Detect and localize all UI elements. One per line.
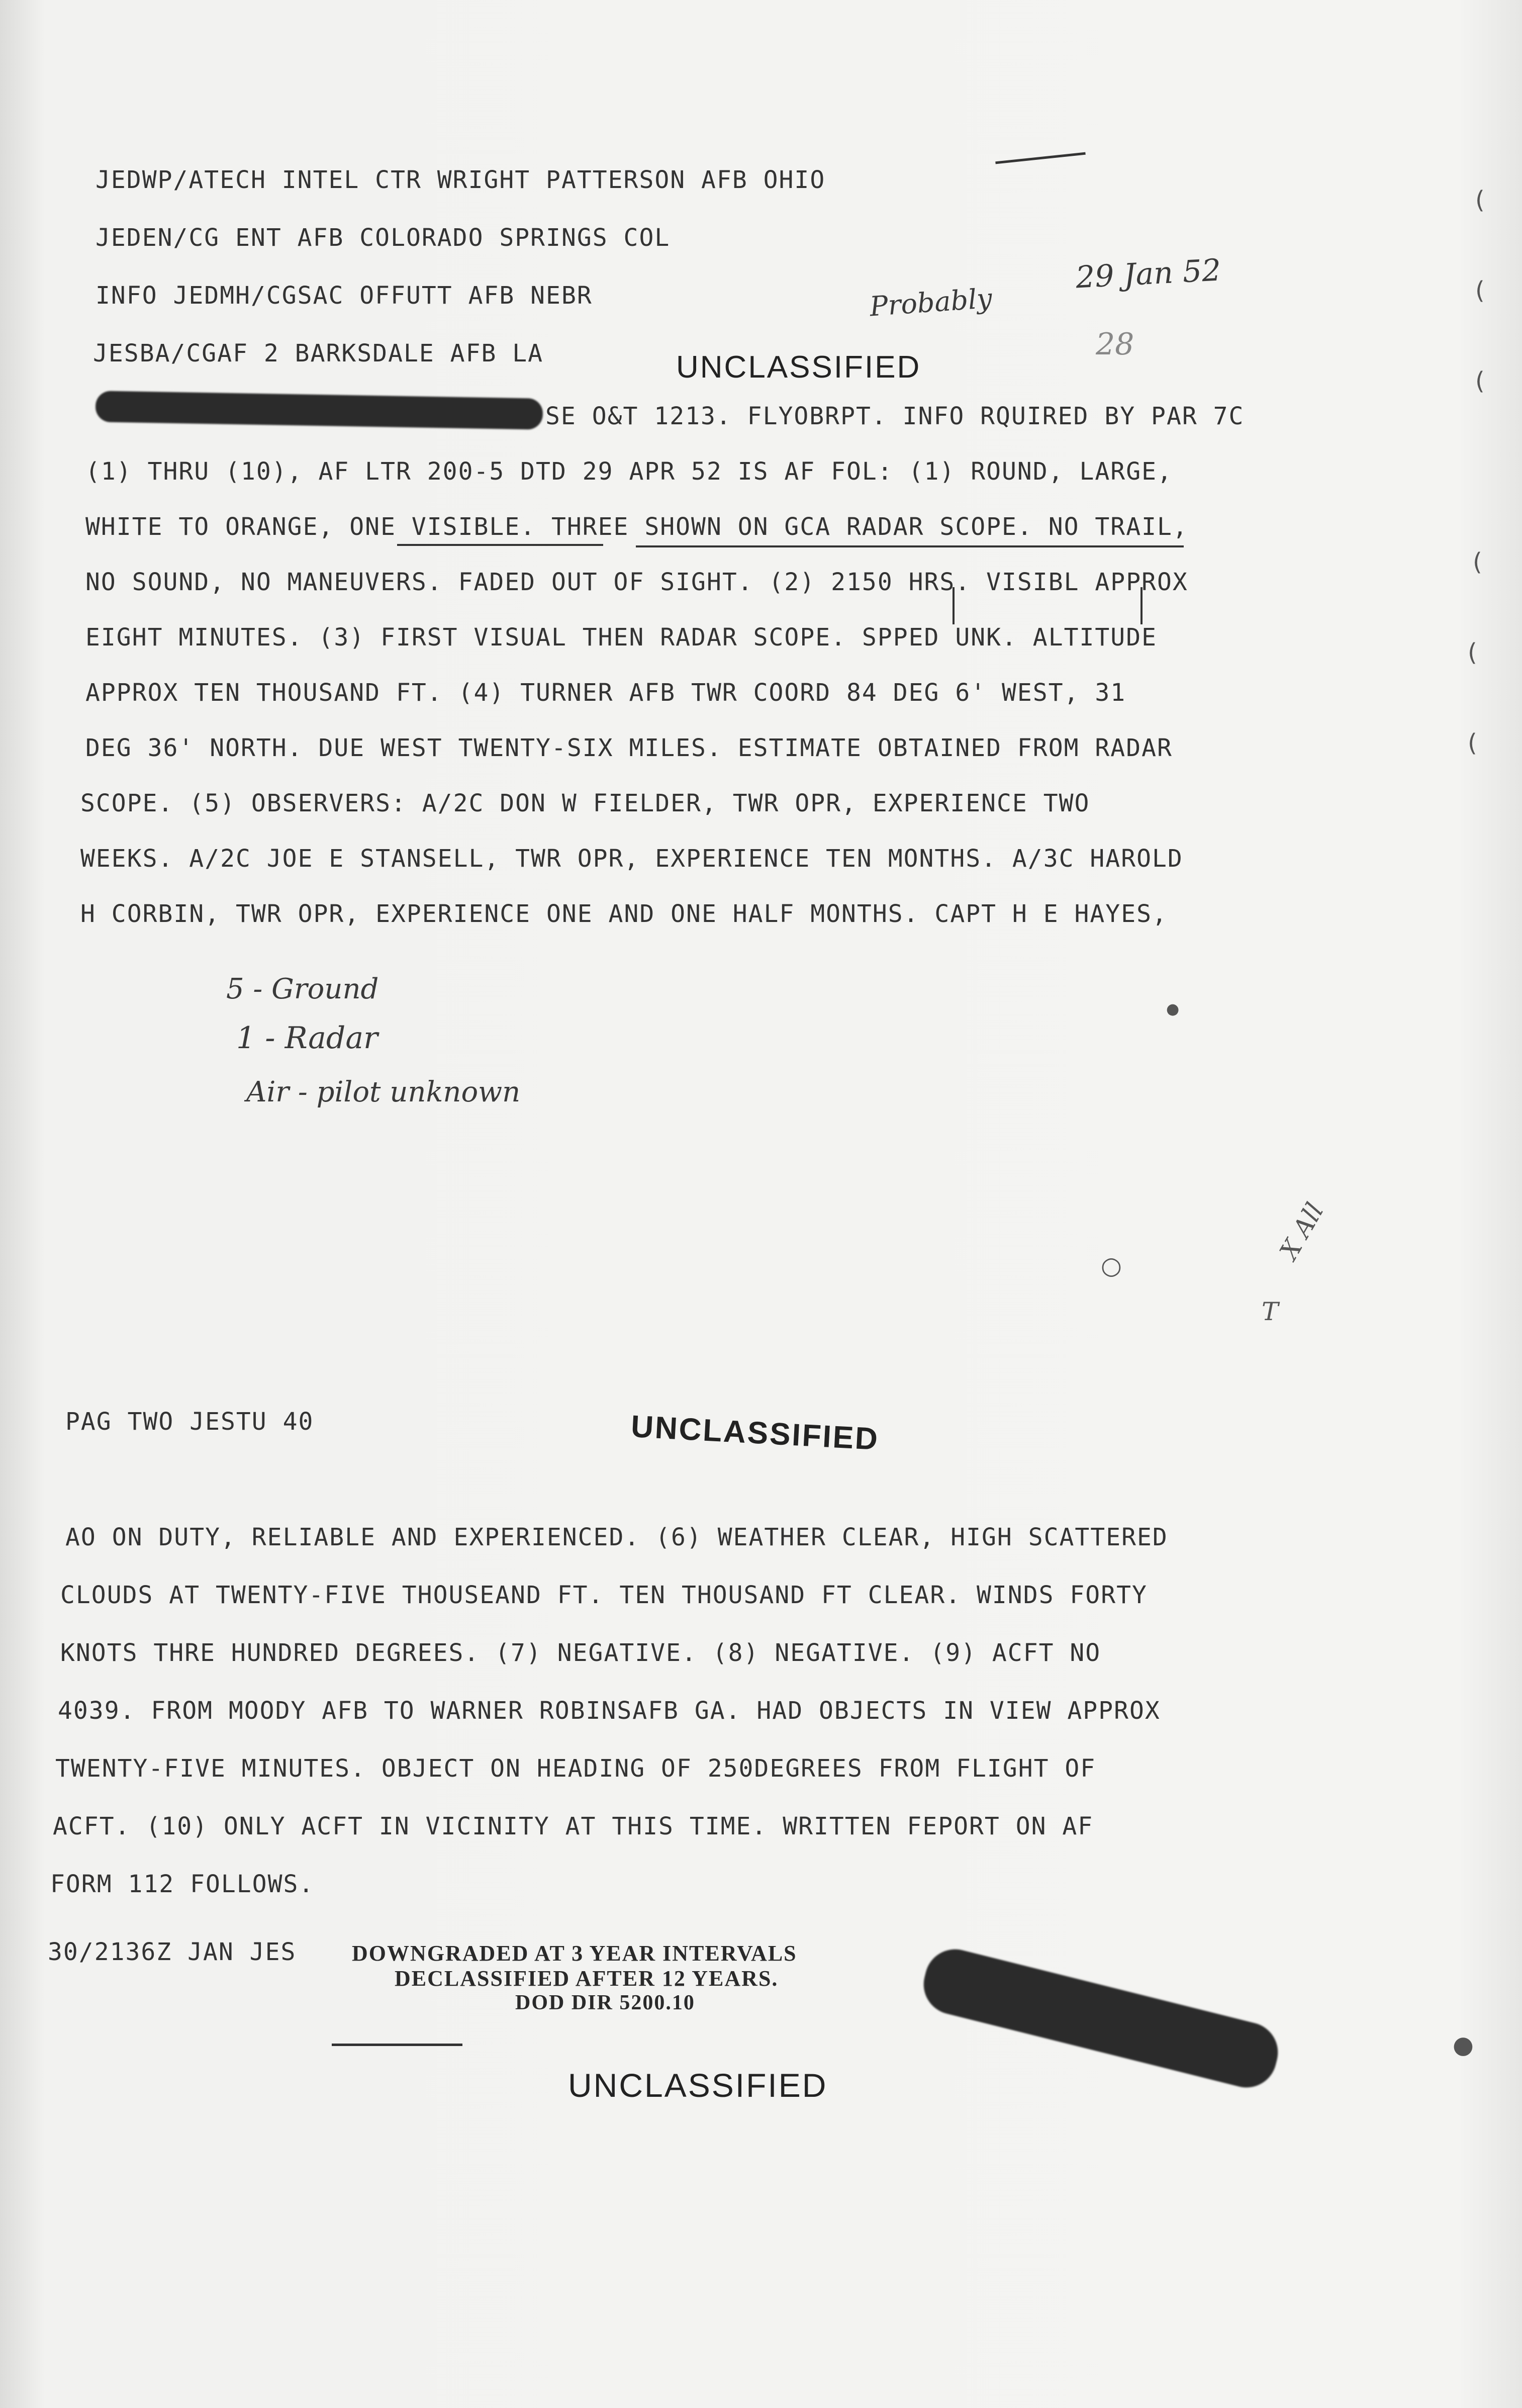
dtg-line: 30/2136Z JAN JES (48, 1938, 297, 1966)
body2-line-3: KNOTS THRE HUNDRED DEGREES. (7) NEGATIVE. (8) NEGATIVE. (9) ACFT NO (60, 1639, 1101, 1667)
body2-line-4: 4039. FROM MOODY AFB TO WARNER ROBINSAFB GA. HAD OBJECTS IN VIEW APPROX (58, 1697, 1161, 1725)
edge-mark-7: ● (1453, 2031, 1474, 2059)
body-line-10: H CORBIN, TWR OPR, EXPERIENCE ONE AND ONE HALF MONTHS. CAPT H E HAYES, (80, 900, 1168, 928)
handwritten-probably: Probably (869, 282, 993, 323)
edge-mark-5: ( (1468, 638, 1477, 667)
body2-line-6: ACFT. (10) ONLY ACFT IN VICINITY AT THIS TIME. WRITTEN FEPORT ON AF (53, 1812, 1094, 1840)
body2-line-1: AO ON DUTY, RELIABLE AND EXPERIENCED. (6) WEATHER CLEAR, HIGH SCATTERED (65, 1523, 1168, 1551)
edge-mark-4: ( (1473, 548, 1482, 576)
body-line-1: SE O&T 1213. FLYOBRPT. INFO RQUIRED BY PAR 7C (545, 402, 1245, 430)
circle-mark: ○ (1101, 1252, 1122, 1280)
handwritten-note-ground: 5 - Ground (226, 973, 379, 1005)
body-line-5: EIGHT MINUTES. (3) FIRST VISUAL THEN RADAR SCOPE. SPPED UNK. ALTITUDE (85, 623, 1157, 652)
header-line-2: JEDEN/CG ENT AFB COLORADO SPRINGS COL (96, 224, 671, 252)
underline-radar-scope (636, 545, 1184, 547)
edge-mark-6: ( (1468, 729, 1477, 757)
underline-one-visible (397, 544, 603, 546)
body-line-7: DEG 36' NORTH. DUE WEST TWENTY-SIX MILES. ESTIMATE OBTAINED FROM RADAR (85, 734, 1173, 762)
body-line-6: APPROX TEN THOUSAND FT. (4) TURNER AFB TWR COORD 84 DEG 6' WEST, 31 (85, 679, 1126, 707)
handwritten-note-radar: 1 - Radar (236, 1021, 378, 1056)
handwritten-number: 28 (1096, 327, 1134, 362)
edge-mark-1: ( (1475, 186, 1485, 214)
handwritten-stroke (995, 152, 1086, 164)
body2-line-5: TWENTY-FIVE MINUTES. OBJECT ON HEADING OF 250DEGREES FROM FLIGHT OF (55, 1754, 1096, 1783)
edge-mark-2: ( (1475, 276, 1485, 305)
header-line-3: INFO JEDMH/CGSAC OFFUTT AFB NEBR (96, 282, 593, 310)
downgrade-line-2: DECLASSIFIED AFTER 12 YEARS. (395, 1966, 779, 1991)
edge-mark-3: ( (1475, 367, 1485, 395)
redaction-bar (96, 391, 543, 430)
margin-mark: X All (1274, 1197, 1329, 1265)
header-line-4: JESBA/CGAF 2 BARKSDALE AFB LA (93, 339, 544, 367)
downgrade-line-1: DOWNGRADED AT 3 YEAR INTERVALS (352, 1941, 797, 1966)
unclassified-stamp-mid: UNCLASSIFIED (630, 1409, 880, 1457)
header-line-1: JEDWP/ATECH INTEL CTR WRIGHT PATTERSON AFB OHIO (96, 166, 826, 194)
body-line-4: NO SOUND, NO MANEUVERS. FADED OUT OF SIGHT. (2) 2150 HRS. VISIBL APPROX (85, 568, 1188, 596)
page-two-header: PAG TWO JESTU 40 (65, 1408, 314, 1436)
downgrade-line-3: DOD DIR 5200.10 (515, 1991, 695, 2014)
handwritten-date: 29 Jan 52 (1075, 252, 1222, 296)
handwritten-note-air: Air - pilot unknown (246, 1076, 521, 1108)
time-box (953, 587, 1143, 624)
unclassified-stamp-top: UNCLASSIFIED (676, 350, 921, 385)
body-line-9: WEEKS. A/2C JOE E STANSELL, TWR OPR, EXPERIENCE TEN MONTHS. A/3C HAROLD (80, 845, 1183, 873)
body-line-3: WHITE TO ORANGE, ONE VISIBLE. THREE SHOWN ON GCA RADAR SCOPE. NO TRAIL, (85, 513, 1188, 541)
dot-mark: ● (1166, 1000, 1180, 1018)
body2-line-7: FORM 112 FOLLOWS. (50, 1870, 315, 1898)
unclassified-stamp-bottom: UNCLASSIFIED (568, 2067, 828, 2104)
footer-stroke (332, 2044, 462, 2046)
body2-line-2: CLOUDS AT TWENTY-FIVE THOUSEAND FT. TEN THOUSAND FT CLEAR. WINDS FORTY (60, 1581, 1148, 1609)
body-line-2: (1) THRU (10), AF LTR 200-5 DTD 29 APR 52 IS AF FOL: (1) ROUND, LARGE, (85, 457, 1173, 486)
redaction-smear (917, 1943, 1284, 2094)
margin-mark-t: T (1262, 1297, 1279, 1326)
body-line-8: SCOPE. (5) OBSERVERS: A/2C DON W FIELDER, TWR OPR, EXPERIENCE TWO (80, 789, 1090, 817)
